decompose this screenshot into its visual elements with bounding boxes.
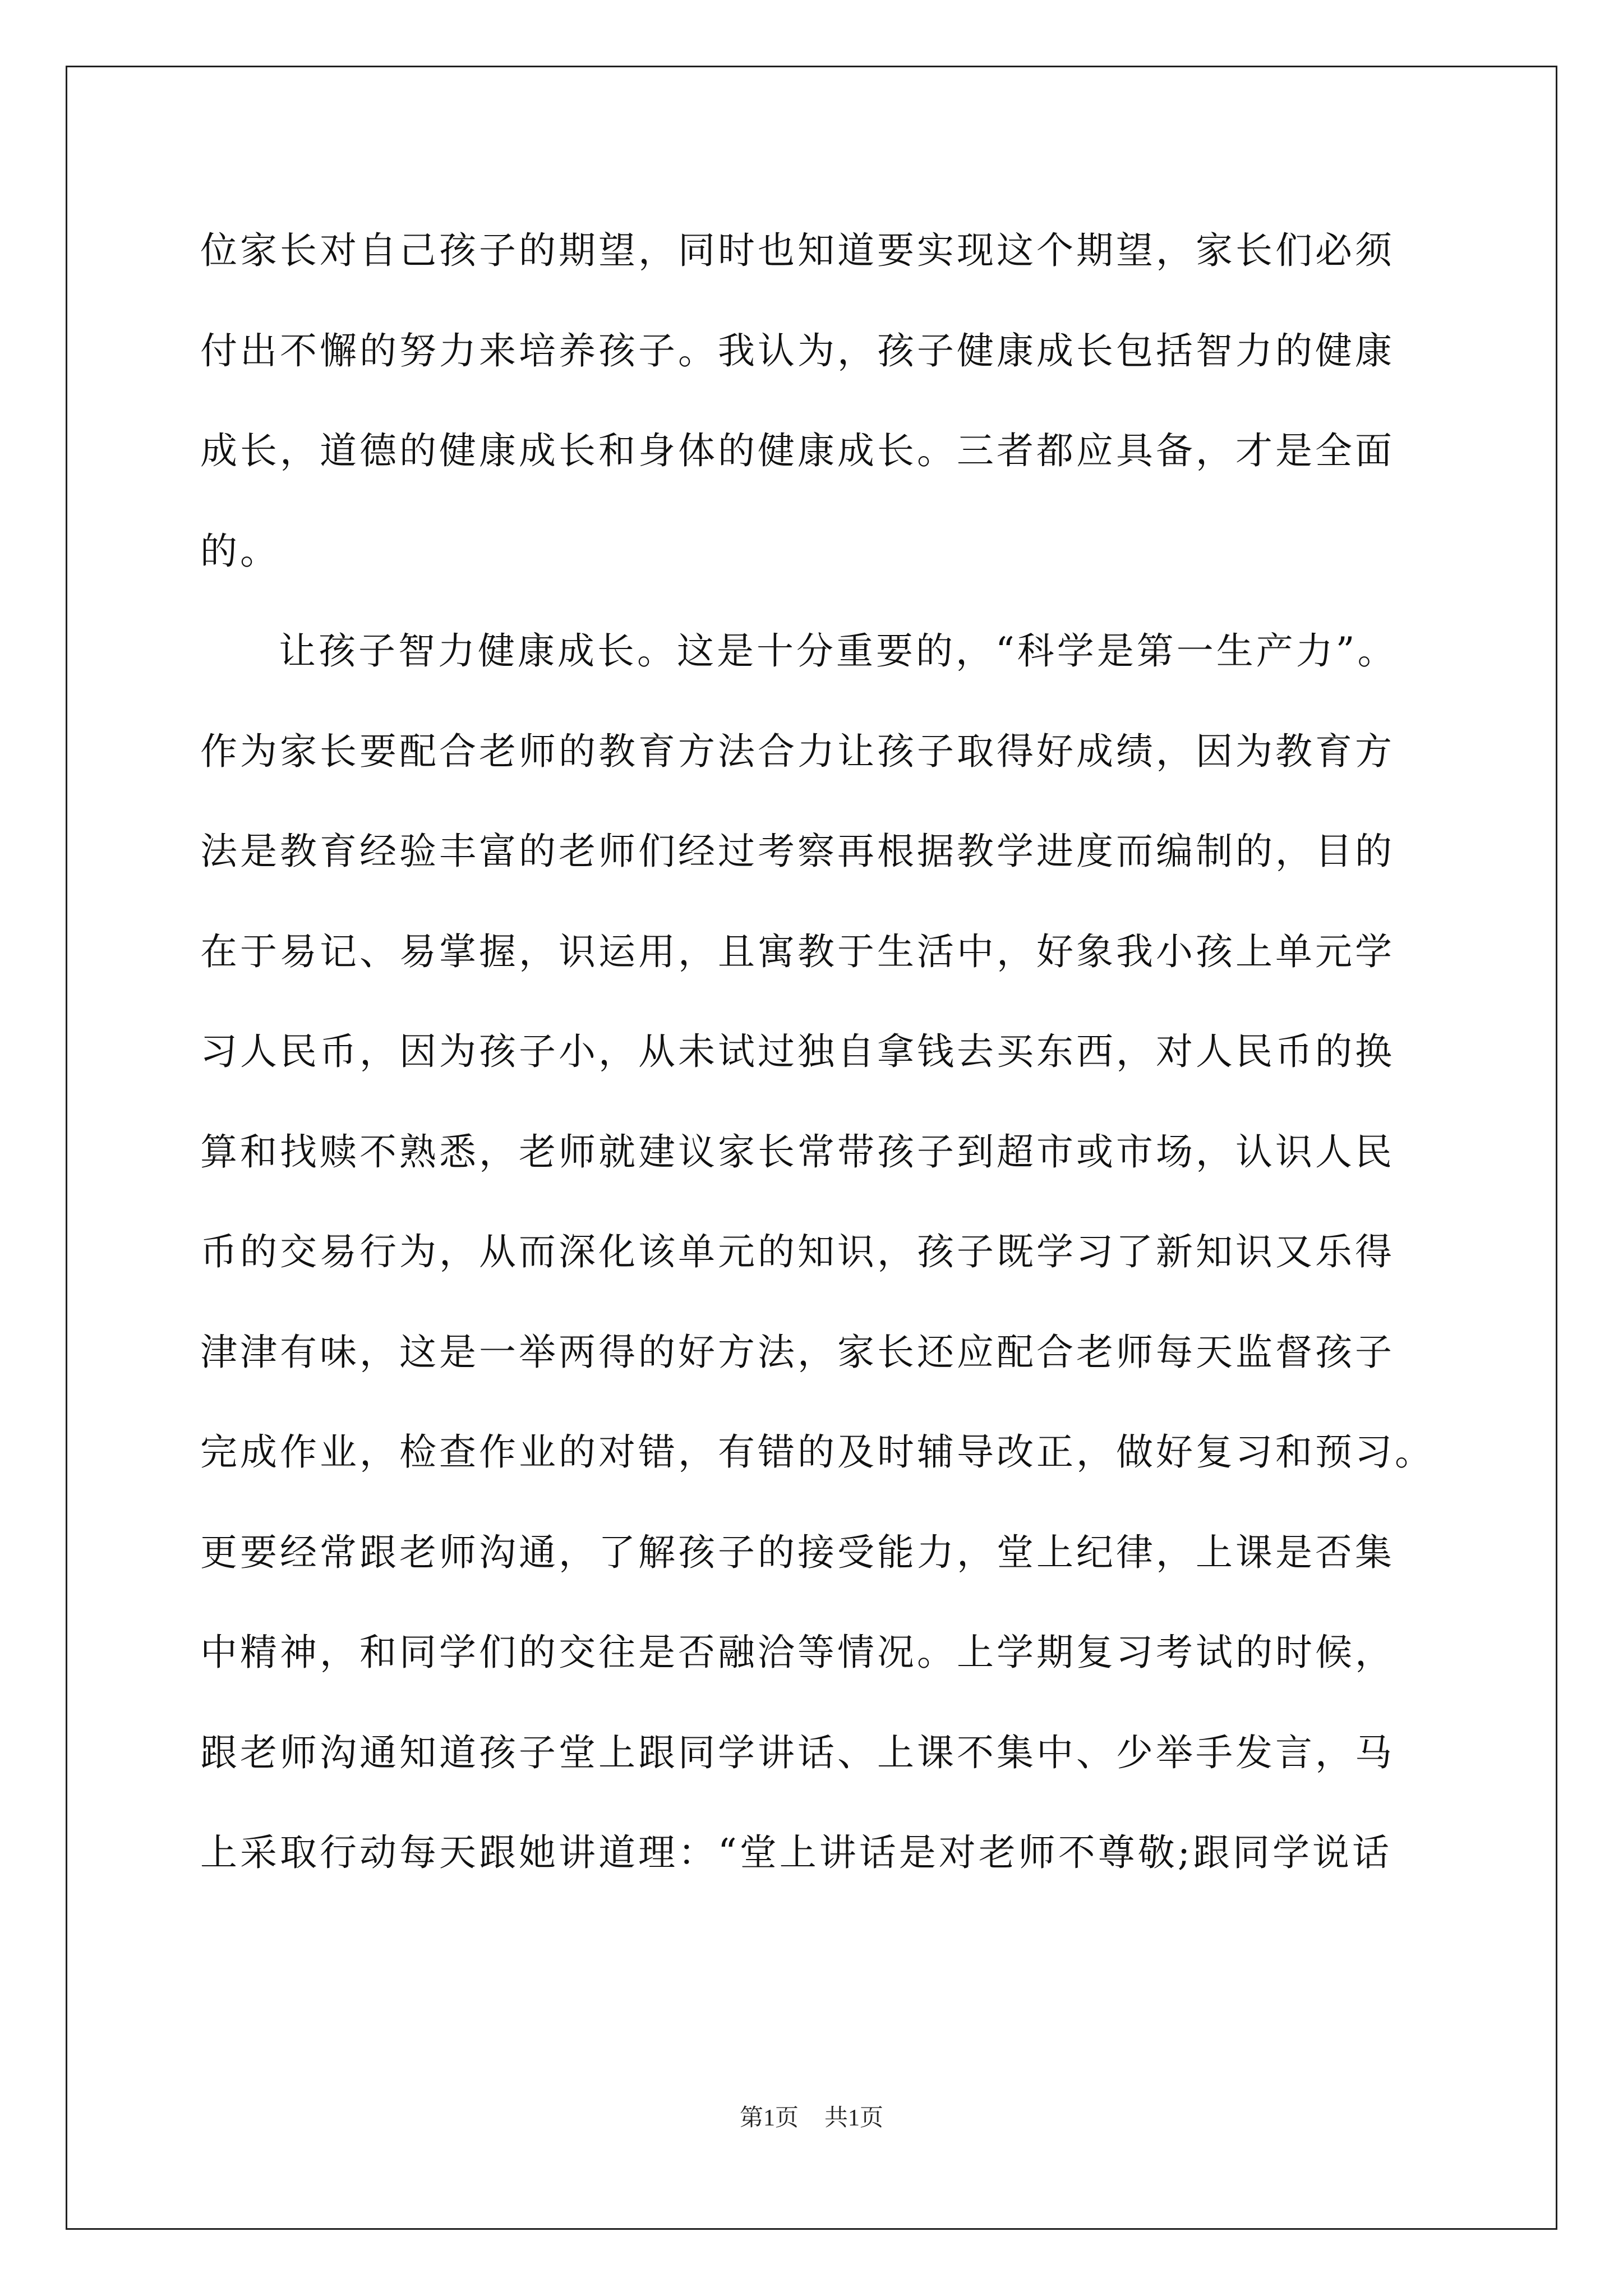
paragraph-first-line: 让孩子智力健康成长。这是十分重要的，“科学是第一生产力”。 bbox=[279, 629, 1398, 673]
text-line: 位家长对自己孩子的期望，同时也知道要实现这个期望，家长们必须 bbox=[200, 229, 1395, 272]
text-line: 付出不懈的努力来培养孩子。我认为，孩子健康成长包括智力的健康 bbox=[200, 329, 1395, 372]
text-line: 中精神，和同学们的交往是否融洽等情况。上学期复习考试的时候， bbox=[200, 1631, 1395, 1674]
page-number: 第1页 bbox=[739, 2105, 799, 2131]
page-total: 共1页 bbox=[824, 2105, 884, 2131]
text-line: 的。 bbox=[200, 529, 280, 573]
text-line: 完成作业，检查作业的对错，有错的及时辅导改正，做好复习和预习。 bbox=[200, 1430, 1435, 1474]
text-line: 上采取行动每天跟她讲道理：“堂上讲话是对老师不尊敬;跟同学说话 bbox=[200, 1831, 1392, 1874]
text-line: 成长，道德的健康成长和身体的健康成长。三者都应具备，才是全面 bbox=[200, 429, 1395, 472]
text-line: 币的交易行为，从而深化该单元的知识，孩子既学习了新知识又乐得 bbox=[200, 1230, 1395, 1273]
text-line: 跟老师沟通知道孩子堂上跟同学讲话、上课不集中、少举手发言，马 bbox=[200, 1731, 1395, 1774]
text-line: 津津有味，这是一举两得的好方法，家长还应配合老师每天监督孩子 bbox=[200, 1330, 1395, 1374]
text-line: 算和找赎不熟悉，老师就建议家长常带孩子到超市或市场，认识人民 bbox=[200, 1130, 1395, 1174]
text-line: 在于易记、易掌握，识运用，且寓教于生活中，好象我小孩上单元学 bbox=[200, 930, 1395, 973]
text-line: 法是教育经验丰富的老师们经过考察再根据教学进度而编制的，目的 bbox=[200, 830, 1395, 873]
document-body bbox=[200, 209, 1434, 1911]
page-footer bbox=[0, 2099, 1623, 2133]
text-line: 习人民币，因为孩子小，从未试过独自拿钱去买东西，对人民币的换 bbox=[200, 1030, 1395, 1073]
text-line: 作为家长要配合老师的教育方法合力让孩子取得好成绩，因为教育方 bbox=[200, 729, 1395, 773]
text-line: 更要经常跟老师沟通，了解孩子的接受能力，堂上纪律，上课是否集 bbox=[200, 1530, 1395, 1574]
